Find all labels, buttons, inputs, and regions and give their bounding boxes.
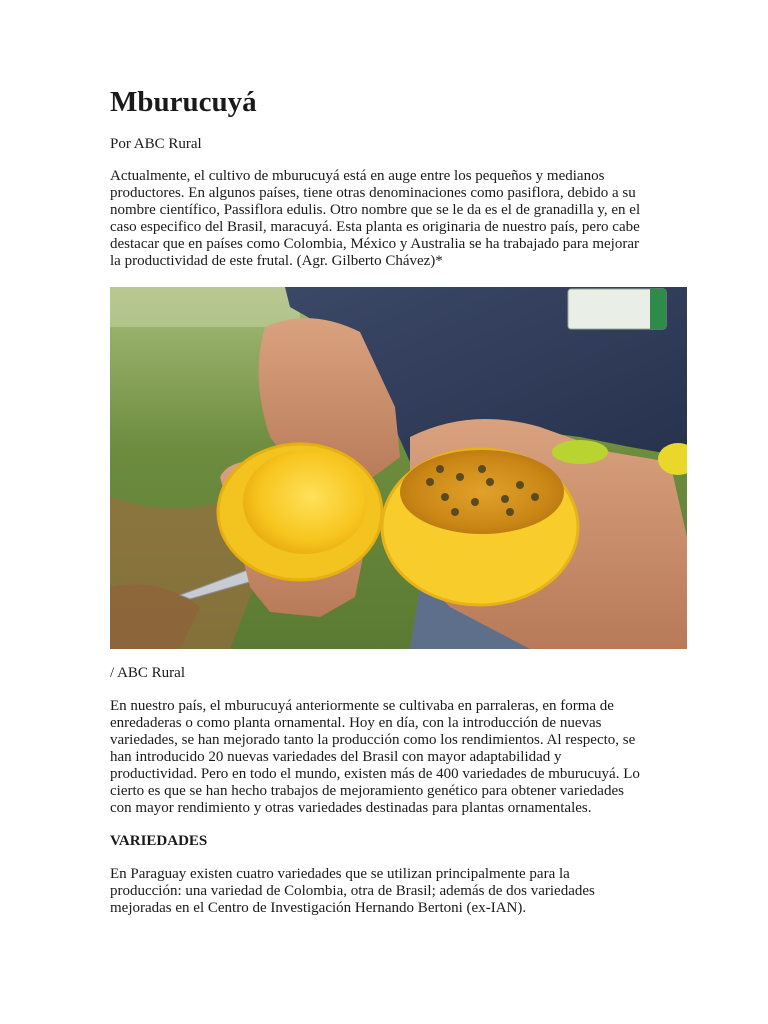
intro-line: nombre científico, Passiflora edulis. Otro nombre que se le da es el de granadilla y, en el <box>110 202 641 218</box>
intro-line: caso especifico del Brasil, maracuyá. Esta planta es originaria de nuestro país, pero cabe <box>110 219 640 235</box>
body-line: En nuestro país, el mburucuyá anteriormente se cultivaba en parraleras, en forma de <box>110 698 614 714</box>
variedades-line: mejoradas en el Centro de Investigación Hernando Bertoni (ex-IAN). <box>110 900 527 916</box>
variedades-line: En Paraguay existen cuatro variedades que se utilizan principalmente para la <box>110 866 570 882</box>
variedades-line: producción: una variedad de Colombia, otra de Brasil; además de dos variedades <box>110 883 595 899</box>
intro-paragraph <box>110 168 640 270</box>
intro-line: Actualmente, el cultivo de mburucuyá está en auge entre los pequeños y medianos <box>110 168 605 184</box>
body-line: productividad. Pero en todo el mundo, existen más de 400 variedades de mburucuyá. Lo <box>110 766 640 782</box>
body-line: han introducido 20 nuevas variedades del Brasil con mayor adaptabilidad y <box>110 749 562 765</box>
article-byline: Por ABC Rural <box>110 136 202 152</box>
intro-line: productores. En algunos países, tiene otras denominaciones como pasiflora, debido a su <box>110 185 636 201</box>
body-line: enredaderas o como planta ornamental. Hoy en día, con la introducción de nuevas <box>110 715 602 731</box>
variedades-paragraph <box>110 866 595 917</box>
intro-line: la productividad de este frutal. (Agr. Gilberto Chávez)* <box>110 253 443 269</box>
body-paragraph <box>110 698 640 817</box>
article-title: Mburucuyá <box>110 86 257 118</box>
section-heading-variedades: VARIEDADES <box>110 833 208 849</box>
body-line: variedades, se han mejorado tanto la producción como los rendimientos. Al respecto, se <box>110 732 636 748</box>
intro-line: destacar que en países como Colombia, México y Australia se ha trabajado para mejorar <box>110 236 639 252</box>
body-line: con mayor rendimiento y otras variedades destinadas para plantas ornamentales. <box>110 800 592 816</box>
photo-caption: / ABC Rural <box>110 665 186 681</box>
photo-illustration <box>110 287 687 649</box>
body-line: cierto es que se han hecho trabajos de mejoramiento genético para obtener variedades <box>110 783 624 799</box>
passion-fruit-photo <box>110 287 687 649</box>
